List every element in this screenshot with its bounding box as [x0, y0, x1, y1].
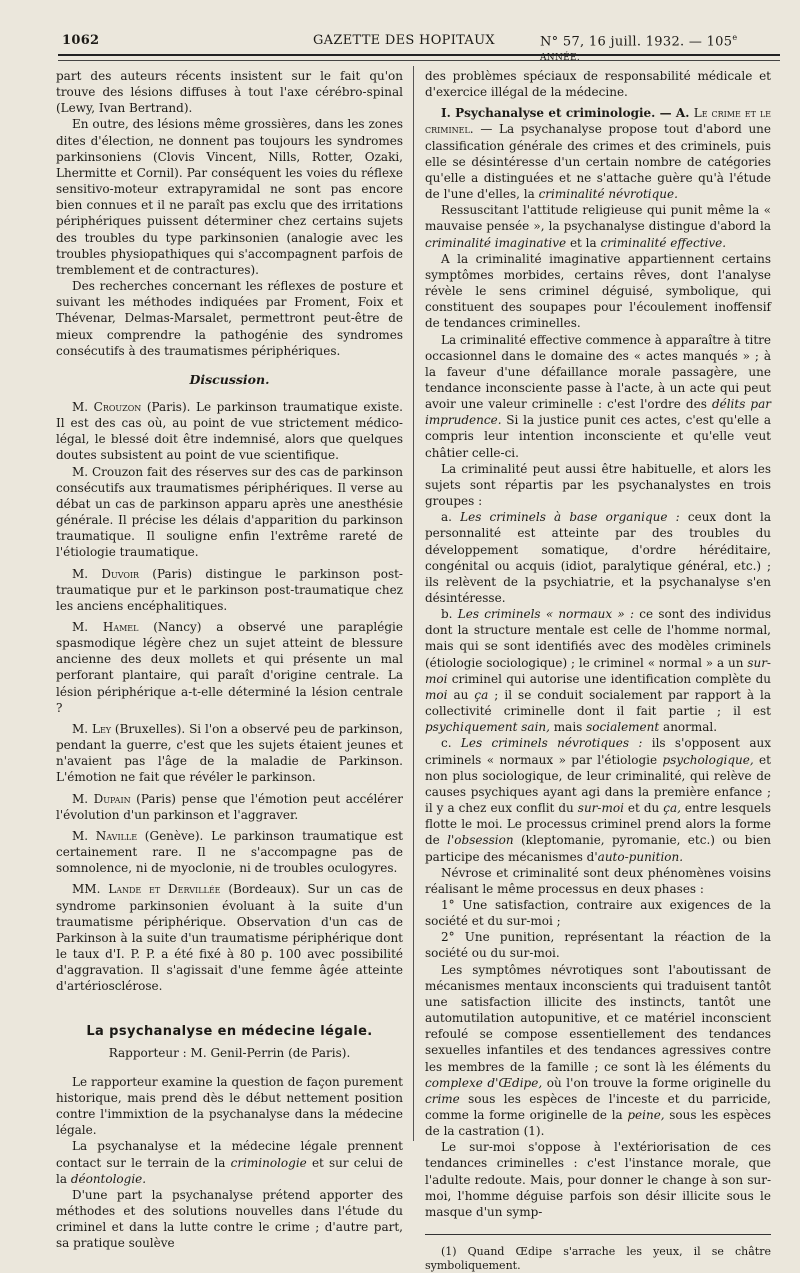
italic-run: sur-moi	[425, 655, 771, 686]
italic-run: auto-punition.	[597, 849, 684, 864]
header-rule-thin	[58, 60, 780, 61]
issue-annee: ANNÉE.	[540, 53, 581, 64]
list-item	[425, 606, 771, 735]
paragraph	[56, 1138, 403, 1186]
text-run: ce sont des individus dont la structure mentale est celle de l'homme normal, mais qui se sont identifiés avec des modèles criminels (étiologie sociologique) ; le criminel « normal » a un	[425, 607, 771, 670]
italic-run: ça,	[663, 801, 681, 816]
text-run: sous les espèces de la castration (1).	[425, 1108, 771, 1139]
discussion-item	[56, 881, 403, 994]
discussion-text: (Genève). Le parkinson traumatique est certainement rare. Il ne s'accompagne pas de somnolence, ni de myoclonie, ni de troubles oculogyres.	[56, 828, 404, 876]
italic-run: complexe d'Œdipe,	[425, 1075, 543, 1090]
discussion-item	[56, 566, 403, 614]
text-run: ils s'opposent aux criminels « normaux » par l'étiologie	[425, 736, 771, 767]
page-number: 1062	[62, 33, 100, 48]
footnote-rule	[425, 1234, 771, 1235]
text-run: où l'on trouve la forme originelle du	[542, 1075, 771, 1090]
discussion-item	[56, 619, 403, 716]
italic-run: criminalité névrotique.	[538, 187, 678, 202]
text-run: b.	[441, 607, 458, 622]
text-run: Si la justice punit ces actes, c'est qu'elle a compris leur intention inconsciente et qu'elle veut châtier celle-ci.	[425, 413, 771, 460]
running-header	[55, 30, 780, 64]
text-run: La criminalité effective commence à apparaître à titre occasionnel dans le domaine des « actes manqués » ; à la faveur d'une défaillance morale passagère, une tendance inconsciente passe à l'acte, à un acte qui peut avoir une valeur criminelle : c'est l'ordre des	[425, 332, 771, 412]
paragraph: Des recherches concernant les réflexes de posture et suivant les méthodes indiquées par Froment, Foix et Thévenar, Delmas-Marsalet, permettront peut-être de mieux comprendre la pathogénie des syndromes consécutifs à des traumatismes périphériques.	[56, 279, 403, 358]
text-run: au	[447, 687, 475, 702]
text-run: et du	[623, 801, 664, 816]
paragraph: En outre, des lésions même grossières, dans les zones dites d'élection, ne donnent pas toujours les syndromes parkinsoniens (Clovis Vincent, Nills, Rotter, Ozaki, Lhermitte et Cornil). Par conséquent les voies du réflexe sensitivo-moteur extrapyramidal ne sont pas encore bien connues et il ne paraît pas exclu que des irritations périphériques puissent déterminer chez certains sujets des troubles du type parkinsonien (analogie avec les troubles physiopathiques qui s'accompagnent parfois de tremblement et de contractures).	[56, 117, 403, 277]
discussion-text: (Nancy) a observé une paraplégie spasmodique légère chez un sujet atteint de blessure ancienne des deux mollets et qui présente un mal perforant plantaire, qui paraît d'origine centrale. La lésion périphérique a-t-elle déterminé la lésion centrale ?	[56, 620, 403, 715]
discussion-item	[56, 399, 403, 464]
discussion-heading: Discussion.	[189, 371, 270, 387]
italic-run: l'obsession	[447, 833, 514, 848]
text-run: — La psychanalyse propose tout d'abord une classification générale des crimes et des criminels, puis elle se désintéresse d'un certain nombre de catégories qu'elle a distinguées et ne s'attache guère qu'à l'étude de l'une d'elles, la	[425, 122, 771, 202]
subsection-paragraph	[425, 105, 771, 202]
text-run: sous les espèces de l'inceste et du parricide, comme la forme originelle de la	[425, 1091, 771, 1122]
speaker-name: M. Ley	[72, 721, 112, 736]
paragraph: La criminalité peut aussi être habituelle, et alors les sujets sont répartis par les psychanalystes en trois groupes :	[425, 461, 771, 509]
italic-run: crime	[425, 1091, 460, 1106]
footnote: (1) Quand Œdipe s'arrache les yeux, il se châtre symboliquement.	[425, 1245, 771, 1273]
discussion-item	[56, 791, 403, 823]
subsection-subheading: Le crime et le criminel.	[425, 106, 771, 137]
paragraph	[425, 202, 771, 250]
italic-run: Les criminels névrotiques :	[460, 736, 643, 751]
list-item	[425, 509, 771, 606]
paragraph: 1° Une satisfaction, contraire aux exigences de la société et du sur-moi ;	[425, 897, 771, 929]
discussion-text: (Paris). Le parkinson traumatique existe. Il est des cas où, au point de vue strictement médico-légal, le blessé doit être indemnisé, alors que quelques doutes subsistent au point de vue scientifique.	[56, 399, 403, 463]
paragraph: Le sur-moi s'oppose à l'extériorisation de ces tendances criminelles : c'est l'instance morale, que l'adulte redoute. Mais, pour donner le change à son sur-moi, l'homme déguise parfois son désir illicite sous le masque d'un symp-	[425, 1140, 771, 1219]
paragraph	[425, 332, 771, 461]
text-run: et sur celui de la	[56, 1155, 403, 1186]
text-run: et la	[566, 235, 601, 250]
right-column	[425, 68, 771, 1273]
paragraph: part des auteurs récents insistent sur le fait qu'on trouve des lésions diffuses à tout l'axe cérébro-spinal (Lewy, Ivan Bertrand).	[56, 69, 403, 116]
issue-sup: e	[732, 33, 738, 42]
text-run: c.	[441, 736, 461, 751]
italic-run: Les criminels « normaux » :	[457, 607, 635, 622]
header-rule	[58, 54, 780, 56]
text-run: a.	[441, 510, 461, 525]
speaker-name: M. Duvoir	[72, 566, 140, 581]
paragraph	[425, 962, 771, 1140]
rapporteur-line: Rapporteur : M. Genil-Perrin (de Paris).	[108, 1045, 351, 1060]
italic-run: ça	[474, 687, 489, 702]
paragraph: D'une part la psychanalyse prétend apporter des méthodes et des solutions nouvelles dans l'étude du criminel et dans la lutte contre le crime ; d'autre part, sa pratique soulève	[56, 1187, 403, 1251]
speaker-name: M. Naville	[72, 828, 138, 843]
speaker-name: M. Dupain	[72, 791, 131, 806]
italic-run: criminalité effective.	[600, 235, 727, 250]
issue-text: N° 57, 16 juill. 1932. — 105	[540, 34, 733, 50]
italic-run: socialement	[586, 720, 660, 735]
paragraph: des problèmes spéciaux de responsabilité médicale et d'exercice illégal de la médecine.	[425, 69, 771, 100]
text-run: La psychanalyse et la médecine légale prennent contact sur le terrain de la	[56, 1139, 403, 1170]
speaker-name: MM. Lande et Dervillée	[72, 882, 221, 897]
italic-run: moi	[425, 687, 448, 702]
journal-title: GAZETTE DES HOPITAUX	[313, 33, 495, 48]
paragraph: Névrose et criminalité sont deux phénomènes voisins réalisant le même processus en deux phases :	[425, 865, 771, 896]
paragraph: M. Crouzon fait des réserves sur des cas de parkinson consécutifs aux traumatismes périphériques. Il verse au débat un cas de parkinson apparu après une anesthésie générale. Il précise les délais d'apparition du parkinson traumatique. Il souligne enfin l'extrême rareté de l'étiologie traumatique.	[56, 464, 403, 560]
italic-run: peine,	[627, 1108, 665, 1122]
italic-run: criminalité imaginative	[425, 235, 567, 250]
discussion-item	[56, 828, 403, 876]
text-run: entre lesquels flotte le moi. Le processus criminel prend alors la forme de	[425, 801, 772, 848]
section-heading: La psychanalyse en médecine légale.	[86, 1024, 373, 1040]
italic-run: criminologie	[230, 1155, 307, 1170]
discussion-text: (Paris) pense que l'émotion peut accélérer l'évolution d'un parkinson et l'aggraver.	[56, 791, 403, 822]
discussion-text: (Paris) distingue le parkinson post-traumatique pur et le parkinson post-traumatique chez les anciens encéphalitiques.	[56, 566, 403, 613]
text-run: (kleptomanie, pyromanie, etc.) ou bien participe des mécanismes d'	[425, 833, 771, 864]
text-run: anormal.	[659, 720, 718, 735]
italic-run: déontologie.	[70, 1171, 147, 1186]
italic-run: sur-moi	[577, 801, 624, 816]
italic-run: psychiquement sain,	[425, 720, 550, 735]
paragraph: 2° Une punition, représentant la réaction de la société ou du sur-moi.	[425, 930, 771, 961]
text-run: criminel qui autorise une identification complète du	[447, 671, 771, 686]
text-run: Ressuscitant l'attitude religieuse qui punit même la « mauvaise pensée », la psychanalyse distingue d'abord la	[425, 203, 771, 234]
italic-run: psychologique,	[662, 752, 754, 767]
text-run: ceux dont la personnalité est atteinte par des troubles du développement somatique, d'ordre héréditaire, congénital ou acquis (idiot, paralytique général, etc.) ; ils relèvent de la psychiatrie, et la psychanalyse s'en désintéresse.	[425, 510, 771, 605]
text-run: et non plus sociologique, de leur criminalité, qui relève de causes psychiques ayant agi dans la première enfance ; il y a chez eux conflit du	[425, 752, 771, 816]
text-run: mais	[549, 720, 587, 735]
discussion-item	[56, 721, 403, 786]
text-run: Les symptômes névrotiques sont l'aboutissant de mécanismes mentaux inconscients qui traduisent tantôt une satisfaction illicite des instincts, tantôt une automutilation autopunitive, et ce matériel inconscient refoulé se compose essentiellement des tendances sexuelles infantiles et des tendances agressives contre les membres de la famille ; ce sont là les éléments du	[425, 962, 771, 1074]
speaker-name: M. Hamel	[72, 620, 139, 634]
subsection-heading: I. Psychanalyse et criminologie. — A.	[441, 106, 694, 121]
column-divider	[413, 66, 414, 1141]
discussion-text: (Bruxelles). Si l'on a observé peu de parkinson, pendant la guerre, c'est que les sujets étaient jeunes et n'avaient pas l'âge de la maladie de Parkinson. L'émotion ne fait que révéler le parkinson.	[56, 721, 403, 785]
speaker-name: M. Crouzon	[72, 399, 142, 414]
paragraph: A la criminalité imaginative appartiennent certains symptômes morbides, certains rêves, dont l'analyse révèle le sens criminel déguisé, symbolique, qui constituent des soupapes pour l'écoulement inoffensif de tendances criminelles.	[425, 251, 771, 331]
italic-run: délits par imprudence.	[425, 397, 772, 428]
text-run: ; il se conduit socialement par rapport à la collectivité criminelle dont il fait partie ; il est	[425, 687, 772, 719]
paragraph: Le rapporteur examine la question de façon purement historique, mais prend dès le début nettement position contre l'immixtion de la psychanalyse dans la médecine légale.	[56, 1074, 403, 1138]
list-item	[425, 735, 771, 864]
italic-run: Les criminels à base organique :	[460, 510, 680, 525]
left-column	[56, 68, 403, 1251]
discussion-text: (Bordeaux). Sur un cas de syndrome parkinsonien évoluant à la suite d'un traumatisme périphérique. Observation d'un cas de Parkinson à la suite d'un traumatisme périphérique dont le taux d'I. P. P. a été fixé à 80 p. 100 avec possibilité d'aggravation. Il s'agissait d'une femme âgée atteinte d'artériosclérose.	[56, 882, 403, 994]
